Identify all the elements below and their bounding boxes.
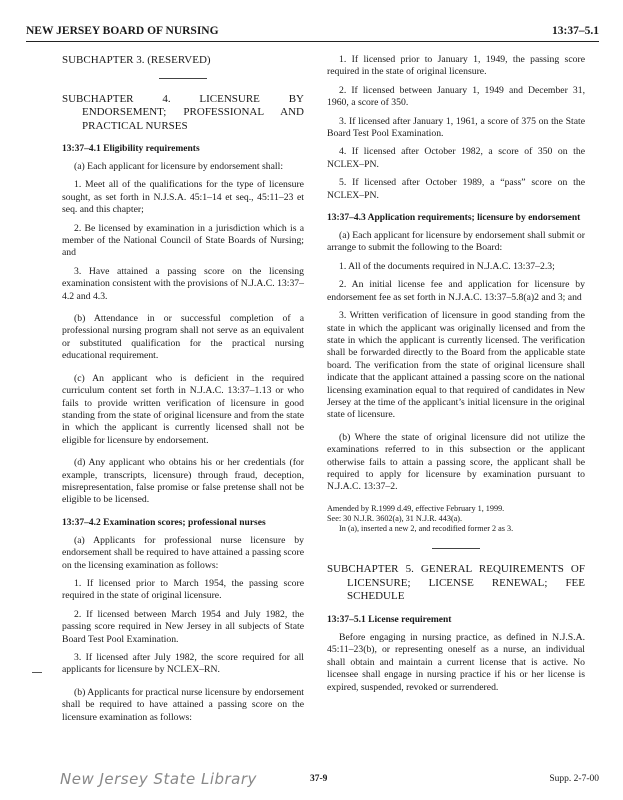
section-5-1-title: 13:37–5.1 License requirement — [327, 614, 452, 625]
list-item: 1. All of the documents required in N.J.A.C. 13:37–2.3; — [339, 260, 555, 272]
list-item: 2. Be licensed by examination in a jurisdiction which is a member of the National Council of State Boards of Nursing; and — [62, 222, 304, 259]
running-header — [26, 25, 599, 42]
page-number: 37-9 — [310, 774, 328, 784]
paragraph: (b) Attendance in or successful completion of a professional nursing program shall not serve as an equivalent or substituted qualification for the practical nursing educational requirement. — [62, 313, 304, 362]
header-title: NEW JERSEY BOARD OF NURSING — [26, 25, 219, 37]
paragraph: (b) Where the state of original licensure did not utilize the examinations referred to in this subsection or the applicant otherwise fails to attain a passing score, the applicant shall be required to apply for licensure by examination pursuant to N.J.A.C. 13:37–2. — [327, 431, 585, 493]
right-column — [327, 54, 585, 694]
paragraph: (d) Any applicant who obtains his or her credentials (for example, transcripts, licensure) through fraud, deception, misrepresentation, false promise or false pretense shall not be eligible to be licensed. — [62, 457, 304, 506]
amendment-note: See: 30 N.J.R. 3602(a), 31 N.J.R. 443(a). — [327, 513, 463, 523]
left-column — [62, 54, 304, 724]
page-footer — [60, 772, 599, 794]
list-item: 1. If licensed prior to March 1954, the passing score required in the state of original licensure. — [62, 577, 304, 602]
list-item: 1. If licensed prior to January 1, 1949, the passing score required in the state of original licensure. — [327, 54, 585, 78]
list-item: 1. Meet all of the qualifications for the type of licensure sought, as set forth in N.J.S.A. 45:1–14 et seq., 45:11–23 et seq. and this chapter; — [62, 179, 304, 216]
amendment-note: Amended by R.1999 d.49, effective February 1, 1999. — [327, 503, 505, 513]
paragraph: Before engaging in nursing practice, as defined in N.J.S.A. 45:11–23(b), or representing oneself as a nurse, an individual shall obtain and maintain a current license that is active. No licensee shall engage in nursing practice if his or her license is expired, suspended, revoked or surrendered. — [327, 631, 585, 693]
list-item: 2. If licensed between March 1954 and July 1982, the passing score required in New Jersey in all subjects of State Board Test Pool Examination. — [62, 608, 304, 645]
paragraph: (a) Applicants for professional nurse licensure by endorsement shall be required to have attained a passing score on the licensing examination as follows: — [62, 534, 304, 571]
library-stamp: New Jersey State Library — [60, 770, 257, 788]
header-section: 13:37–5.1 — [552, 25, 599, 37]
list-item: 5. If licensed after October 1989, a “pass” score on the NCLEX–PN. — [327, 177, 585, 201]
paragraph: (b) Applicants for practical nurse licensure by endorsement shall be required to have attained a passing score on the licensure examination as follows: — [62, 686, 304, 723]
supplement-date: Supp. 2-7-00 — [549, 774, 599, 784]
list-item: 2. An initial license fee and application for licensure by endorsement fee as set forth in N.J.A.C. 13:37–5.8(a)2 and 3; and — [327, 279, 585, 303]
section-4-3-title: 13:37–4.3 Application requirements; licensure by endorsement — [327, 213, 581, 224]
subchapter-5-heading: SUBCHAPTER 5. GENERAL REQUIREMENTS OF LICENSURE; LICENSE RENEWAL; FEE SCHEDULE — [327, 563, 585, 603]
paragraph: (c) An applicant who is deficient in the required curriculum content set forth in N.J.A.C. 13:37–1.13 or who fails to provide written verification of licensure in good standing from the state of original licensure and from the state in which the applicant is currently licensed shall not be eligible for licensure by endorsement. — [62, 372, 304, 446]
margin-mark — [32, 672, 42, 673]
list-item: 3. Have attained a passing score on the licensing examination consistent with the provisions of N.J.A.C. 13:37–4.2 and 4.3. — [62, 265, 304, 302]
paragraph: (a) Each applicant for licensure by endorsement shall submit or arrange to submit the following to the Board: — [327, 230, 585, 254]
subchapter-3-heading: SUBCHAPTER 3. (RESERVED) — [62, 54, 211, 66]
amendment-note: In (a), inserted a new 2, and recodified former 2 as 3. — [339, 524, 514, 534]
list-item: 2. If licensed between January 1, 1949 and December 31, 1960, a score of 350. — [327, 84, 585, 109]
list-item: 4. If licensed after October 1982, a score of 350 on the NCLEX–PN. — [327, 146, 585, 170]
section-4-2-title: 13:37–4.2 Examination scores; professional nurses — [62, 517, 266, 528]
paragraph: (a) Each applicant for licensure by endorsement shall: — [74, 161, 284, 172]
list-item: 3. If licensed after January 1, 1961, a score of 375 on the State Board Test Pool Examination. — [327, 115, 585, 140]
list-item: 3. Written verification of licensure in good standing from the state in which the applicant was originally licensed and from the state in which the applicant is currently licensed. The verification shall be forwarded directly to the Board from the applicable state board. The verification from the state of original licensure shall indicate that the applicant attained a passing score on the national licensing examination equal to that required of candidates in New Jersey at the time of the applicant’s initial licensure in the original state of licensure. — [327, 310, 585, 421]
list-item: 3. If licensed after July 1982, the score required for all applicants for licensure by NCLEX–RN. — [62, 652, 304, 676]
subchapter-4-heading: SUBCHAPTER 4. LICENSURE BY ENDORSEMENT; PROFESSIONAL AND PRACTICAL NURSES — [62, 92, 304, 132]
section-4-1-title: 13:37–4.1 Eligibility requirements — [62, 144, 200, 154]
